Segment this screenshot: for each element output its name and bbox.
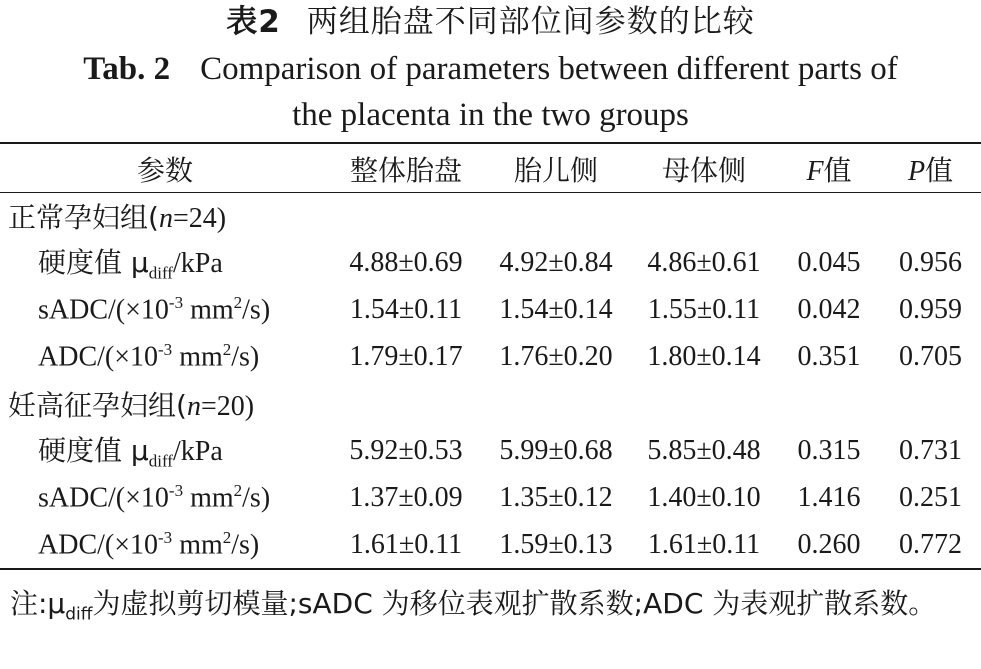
header-param: 参数 <box>136 153 193 187</box>
cell-maternal: 1.80±0.14 <box>647 340 761 372</box>
cell-param <box>0 521 330 568</box>
group-label-prefix: 正常孕妇组( <box>8 200 159 234</box>
table-label-en: Tab. 2 <box>83 51 171 87</box>
table-body <box>0 192 981 568</box>
cell-p: 0.251 <box>899 481 962 513</box>
param-b: /kPa <box>172 248 223 280</box>
table-caption-en-line1 <box>0 46 981 92</box>
cell-param <box>0 427 330 474</box>
cell-fetal: 1.76±0.20 <box>499 340 613 372</box>
table-caption-cn: 两组胎盘不同部位间参数的比较 <box>306 4 755 40</box>
param-exp: -3 <box>168 292 184 312</box>
table-note <box>10 583 975 636</box>
param-c: /s) <box>242 294 271 326</box>
cell-param <box>0 333 330 380</box>
param-b: /kPa <box>172 436 223 468</box>
cell-maternal: 1.55±0.11 <box>647 293 761 325</box>
param-unit: mm <box>172 341 223 373</box>
cell-maternal: 1.61±0.11 <box>647 528 761 560</box>
param-sup: 2 <box>222 527 232 547</box>
cell-fetal: 1.54±0.14 <box>499 293 613 325</box>
header-p-letter: P <box>907 155 926 187</box>
param-unit: mm <box>172 529 223 561</box>
header-p <box>880 145 981 192</box>
note-sub: diff <box>65 604 93 625</box>
table-row <box>0 333 981 380</box>
table-row <box>0 474 981 521</box>
header-whole: 整体胎盘 <box>349 153 462 187</box>
cell-whole: 1.54±0.11 <box>349 293 463 325</box>
group-n-value: =20) <box>200 390 255 422</box>
cell-p: 0.731 <box>899 434 962 466</box>
cell-f: 0.260 <box>797 528 861 560</box>
note-prefix: 注:μ <box>10 587 66 620</box>
cell-p: 0.772 <box>899 528 962 560</box>
table-row <box>0 521 981 568</box>
param-sup: 2 <box>233 292 243 312</box>
header-row <box>0 145 981 192</box>
cell-p: 0.705 <box>899 340 962 372</box>
top-rule <box>0 142 981 144</box>
note-text: 为虚拟剪切模量;sADC 为移位表观扩散系数;ADC 为表观扩散系数。 <box>92 587 937 620</box>
header-f-letter: F <box>806 155 824 187</box>
param-sub: diff <box>148 263 173 283</box>
table-row <box>0 286 981 333</box>
header-p-suffix: 值 <box>925 153 954 187</box>
cell-f: 0.045 <box>797 246 861 278</box>
param-a: ADC/(×10 <box>38 529 159 561</box>
table-caption-en-line2: the placenta in the two groups <box>292 97 689 133</box>
header-f-suffix: 值 <box>823 153 852 187</box>
param-c: /s) <box>231 341 260 373</box>
header-fetal: 胎儿侧 <box>513 153 598 187</box>
table-label-cn: 表2 <box>226 4 281 40</box>
cell-fetal: 4.92±0.84 <box>499 246 613 278</box>
cell-f: 0.351 <box>797 340 861 372</box>
param-c: /s) <box>231 529 260 561</box>
table-row <box>0 239 981 286</box>
cell-whole: 5.92±0.53 <box>349 434 463 466</box>
group-row <box>0 380 981 427</box>
cell-maternal: 1.40±0.10 <box>647 481 761 513</box>
group-label <box>0 192 981 239</box>
group-n-letter: n <box>158 202 173 234</box>
group-n-value: =24) <box>172 202 227 234</box>
cell-fetal: 1.35±0.12 <box>499 481 613 513</box>
cell-f: 0.042 <box>797 293 861 325</box>
cell-f: 0.315 <box>797 434 861 466</box>
cell-fetal: 5.99±0.68 <box>499 434 613 466</box>
table-title-en <box>0 46 981 138</box>
table-row <box>0 427 981 474</box>
cell-whole: 4.88±0.69 <box>349 246 463 278</box>
param-unit: mm <box>183 482 234 514</box>
param-sup: 2 <box>233 480 243 500</box>
cell-param <box>0 239 330 286</box>
cell-maternal: 5.85±0.48 <box>647 434 761 466</box>
cell-param <box>0 474 330 521</box>
cell-whole: 1.37±0.09 <box>349 481 463 513</box>
comparison-table <box>0 145 981 568</box>
cell-f: 1.416 <box>797 481 861 513</box>
cell-fetal: 1.59±0.13 <box>499 528 613 560</box>
param-a: 硬度值 μ <box>38 434 149 468</box>
table-caption-en-text1: Comparison of parameters between different parts of <box>200 51 898 87</box>
bottom-rule <box>0 568 981 570</box>
param-a: ADC/(×10 <box>38 341 159 373</box>
param-a: 硬度值 μ <box>38 246 149 280</box>
param-sup: 2 <box>222 339 232 359</box>
header-f <box>778 145 880 192</box>
group-row <box>0 192 981 239</box>
param-a: sADC/(×10 <box>38 482 169 514</box>
header-maternal: 母体侧 <box>661 153 746 187</box>
cell-p: 0.956 <box>899 246 962 278</box>
cell-maternal: 4.86±0.61 <box>647 246 761 278</box>
param-a: sADC/(×10 <box>38 294 169 326</box>
table-title-cn <box>0 2 981 42</box>
param-unit: mm <box>183 294 234 326</box>
cell-whole: 1.79±0.17 <box>349 340 463 372</box>
cell-whole: 1.61±0.11 <box>349 528 463 560</box>
param-exp: -3 <box>168 480 184 500</box>
param-exp: -3 <box>158 339 173 359</box>
param-exp: -3 <box>158 527 173 547</box>
group-label <box>0 380 981 427</box>
param-sub: diff <box>148 451 173 471</box>
group-label-prefix: 妊高征孕妇组( <box>8 388 187 422</box>
cell-p: 0.959 <box>899 293 962 325</box>
cell-param <box>0 286 330 333</box>
param-c: /s) <box>242 482 271 514</box>
group-n-letter: n <box>186 390 201 422</box>
